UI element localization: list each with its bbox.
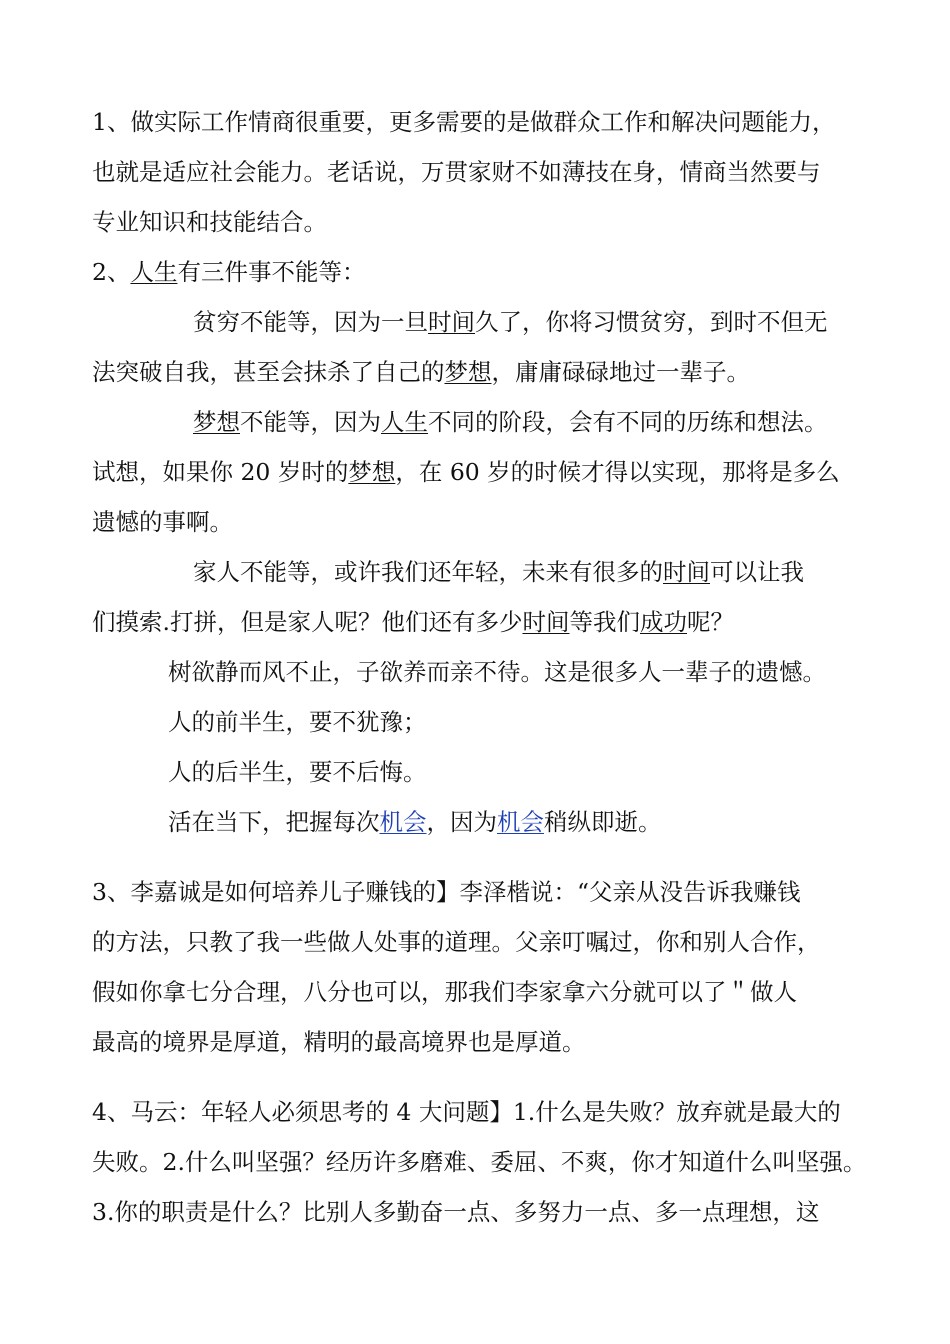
underlined-term: 梦想 bbox=[444, 358, 492, 386]
text: 不同的阶段，会有不同的历练和想法。 bbox=[428, 408, 828, 436]
text: 呢？ bbox=[686, 608, 734, 636]
underlined-term: 成功 bbox=[639, 608, 687, 636]
text: 失败。2.什么叫坚强？经历许多磨难、委屈、不爽，你才知道什么叫坚强。 bbox=[92, 1148, 867, 1176]
saying-first-half bbox=[168, 707, 427, 737]
text: 家人不能等，或许我们还年轻，未来有很多的 bbox=[193, 558, 663, 586]
text: 专业知识和技能结合。 bbox=[92, 208, 327, 236]
saying-live-now bbox=[168, 807, 662, 837]
family-line-2 bbox=[92, 607, 734, 637]
p3-line-1 bbox=[92, 877, 800, 907]
saying-second-half bbox=[168, 757, 427, 787]
text: 贫穷不能等，因为一旦 bbox=[193, 308, 428, 336]
text: 活在当下，把握每次 bbox=[168, 808, 380, 836]
p3-line-4 bbox=[92, 1027, 586, 1057]
underlined-term: 梦想 bbox=[348, 458, 396, 486]
text: 4、马云：年轻人必须思考的 4 大问题】1.什么是失败？放弃就是最大的 bbox=[92, 1098, 841, 1126]
text: 有三件事不能等： bbox=[177, 258, 366, 286]
underlined-term: 时间 bbox=[522, 608, 570, 636]
p3-line-3 bbox=[92, 977, 797, 1007]
underlined-term: 时间 bbox=[663, 558, 710, 586]
poverty-line-2 bbox=[92, 357, 750, 387]
text: 2、 bbox=[92, 258, 131, 286]
text: ，在 60 岁的时候才得以实现，那将是多么 bbox=[395, 458, 840, 486]
opportunity-link-2[interactable]: 机会 bbox=[497, 808, 544, 836]
underlined-term: 梦想 bbox=[193, 408, 240, 436]
text: 可以让我 bbox=[710, 558, 804, 586]
text: 等我们 bbox=[569, 608, 640, 636]
text: 遗憾的事啊。 bbox=[92, 508, 233, 536]
dream-line-1 bbox=[193, 407, 828, 437]
p1-line-1 bbox=[92, 107, 835, 137]
underlined-term: 人生 bbox=[381, 408, 428, 436]
text: 们摸索.打拼，但是家人呢？他们还有多少 bbox=[92, 608, 523, 636]
text: 假如你拿七分合理，八分也可以，那我们李家拿六分就可以了＂做人 bbox=[92, 978, 797, 1006]
text: 稍纵即逝。 bbox=[544, 808, 662, 836]
text: 也就是适应社会能力。老话说，万贯家财不如薄技在身，情商当然要与 bbox=[92, 158, 821, 186]
p2-heading bbox=[92, 257, 365, 287]
text: 最高的境界是厚道，精明的最高境界也是厚道。 bbox=[92, 1028, 586, 1056]
text: ，庸庸碌碌地过一辈子。 bbox=[491, 358, 750, 386]
p4-line-3 bbox=[92, 1197, 819, 1227]
underlined-term: 时间 bbox=[428, 308, 475, 336]
p3-line-2 bbox=[92, 927, 821, 957]
text: ，因为 bbox=[426, 808, 497, 836]
underlined-term: 人生 bbox=[130, 258, 178, 286]
text: 人的后半生，要不后悔。 bbox=[168, 758, 427, 786]
dream-line-2 bbox=[92, 457, 840, 487]
text: 3、李嘉诚是如何培养儿子赚钱的】李泽楷说：“父亲从没告诉我赚钱 bbox=[92, 878, 801, 906]
p4-line-1 bbox=[92, 1097, 841, 1127]
text: 1、做实际工作情商很重要，更多需要的是做群众工作和解决问题能力， bbox=[92, 108, 836, 136]
saying-tree bbox=[168, 657, 826, 687]
poverty-line-1 bbox=[193, 307, 828, 337]
text: 试想，如果你 20 岁时的 bbox=[92, 458, 349, 486]
text: 人的前半生，要不犹豫； bbox=[168, 708, 427, 736]
opportunity-link-1[interactable]: 机会 bbox=[379, 808, 427, 836]
dream-line-3 bbox=[92, 507, 233, 537]
text: 久了，你将习惯贫穷，到时不但无 bbox=[475, 308, 828, 336]
p1-line-3 bbox=[92, 207, 327, 237]
p4-line-2 bbox=[92, 1147, 866, 1177]
text: 树欲静而风不止，子欲养而亲不待。这是很多人一辈子的遗憾。 bbox=[168, 658, 826, 686]
text: 法突破自我，甚至会抹杀了自己的 bbox=[92, 358, 445, 386]
text: 3.你的职责是什么？比别人多勤奋一点、多努力一点、多一点理想，这 bbox=[92, 1198, 820, 1226]
p1-line-2 bbox=[92, 157, 821, 187]
text: 的方法，只教了我一些做人处事的道理。父亲叮嘱过，你和别人合作， bbox=[92, 928, 821, 956]
text: 不能等，因为 bbox=[240, 408, 381, 436]
family-line-1 bbox=[193, 557, 804, 587]
